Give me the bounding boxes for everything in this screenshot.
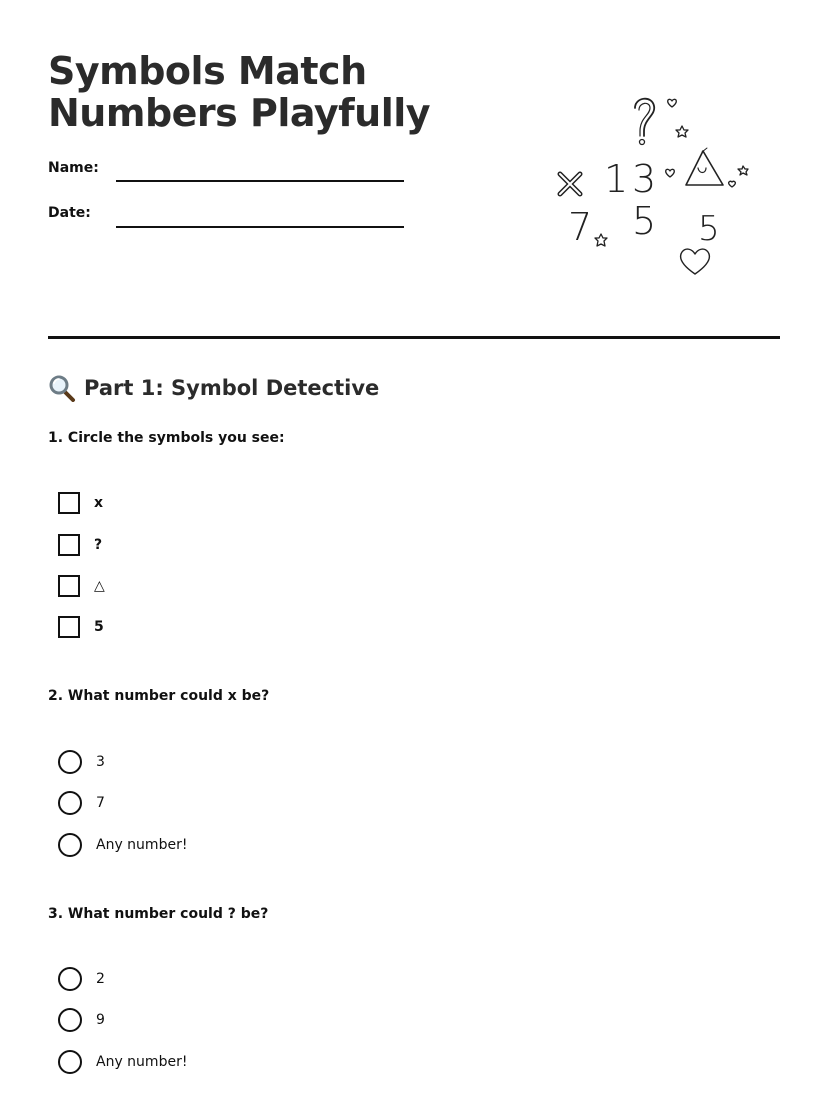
q1-option[interactable] — [58, 574, 105, 598]
triangle-face-icon — [686, 148, 723, 185]
option-label: ? — [94, 537, 103, 553]
option-label: 3 — [96, 754, 105, 770]
q2-option[interactable] — [58, 833, 187, 857]
checkbox[interactable] — [58, 492, 80, 514]
title-line-2: Numbers Playfully — [48, 91, 431, 135]
option-label: x — [94, 495, 104, 511]
worksheet-title — [48, 50, 430, 134]
title-line-1: Symbols Match — [48, 49, 367, 93]
radio-button[interactable] — [58, 1050, 82, 1074]
symbols-illustration — [540, 88, 760, 278]
q2-option[interactable] — [58, 791, 105, 815]
checkbox[interactable] — [58, 534, 80, 556]
option-label: 2 — [96, 971, 105, 987]
svg-text:1: 1 — [604, 157, 629, 201]
svg-text:5: 5 — [698, 209, 720, 249]
name-label: Name: — [48, 160, 99, 176]
star-icon — [676, 126, 688, 137]
multiply-icon — [560, 174, 580, 194]
q3-option[interactable] — [58, 967, 105, 991]
radio-button[interactable] — [58, 1008, 82, 1032]
q2-option[interactable] — [58, 750, 105, 774]
q3-option[interactable] — [58, 1008, 105, 1032]
q1-option[interactable] — [58, 533, 102, 557]
option-label: 9 — [96, 1012, 105, 1028]
heart-icon — [681, 249, 710, 274]
radio-button[interactable] — [58, 791, 82, 815]
q1-option[interactable] — [58, 491, 103, 515]
section-divider — [48, 336, 780, 339]
date-label: Date: — [48, 205, 91, 221]
name-field[interactable] — [116, 180, 404, 182]
date-field[interactable] — [116, 226, 404, 228]
question-2: 2. What number could x be? — [48, 688, 270, 704]
magnifier-icon — [48, 374, 76, 402]
option-label: 5 — [94, 619, 104, 635]
option-label: Any number! — [96, 1054, 188, 1070]
part1-heading — [48, 374, 379, 402]
svg-text:3: 3 — [632, 157, 657, 201]
option-label: Any number! — [96, 837, 188, 853]
svg-text:7: 7 — [568, 205, 593, 249]
option-label: △ — [94, 578, 105, 594]
part1-title: Part 1: Symbol Detective — [84, 376, 380, 400]
radio-button[interactable] — [58, 750, 82, 774]
option-label: 7 — [96, 795, 105, 811]
radio-button[interactable] — [58, 833, 82, 857]
q3-option[interactable] — [58, 1050, 187, 1074]
question-1: 1. Circle the symbols you see: — [48, 430, 285, 446]
question-3: 3. What number could ? be? — [48, 906, 269, 922]
radio-button[interactable] — [58, 967, 82, 991]
checkbox[interactable] — [58, 575, 80, 597]
checkbox[interactable] — [58, 616, 80, 638]
q1-option[interactable] — [58, 615, 104, 639]
svg-text:5: 5 — [632, 199, 657, 243]
